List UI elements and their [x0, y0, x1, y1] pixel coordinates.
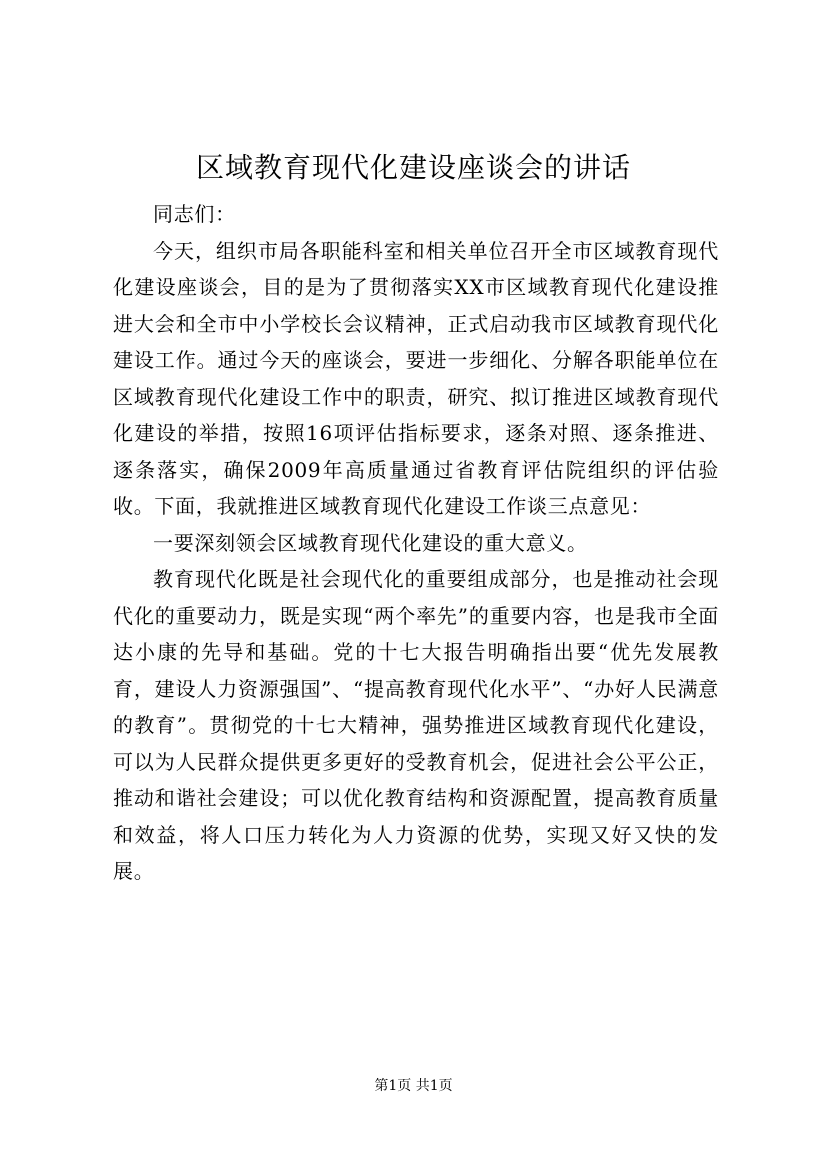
- paragraph-intro: 今天，组织市局各职能科室和相关单位召开全市区域教育现代化建设座谈会，目的是为了贯彻落实XX市区域教育现代化建设推进大会和全市中小学校长会议精神，正式启动我市区域教育现代化建设工作。通过今天的座谈会，要进一步细化、分解各职能单位在区域教育现代化建设工作中的职责，研究、拟订推进区域教育现代化建设的举措，按照16项评估指标要求，逐条对照、逐条推进、逐条落实，确保2009年高质量通过省教育评估院组织的评估验收。下面，我就推进区域教育现代化建设工作谈三点意见：: [113, 238, 719, 518]
- paragraph-significance: 教育现代化既是社会现代化的重要组成部分，也是推动社会现代化的重要动力，既是实现“两个率先”的重要内容，也是我市全面达小康的先导和基础。党的十七大报告明确指出要“优先发展教育，建设人力资源强国”、“提高教育现代化水平”、“办好人民满意的教育”。贯彻党的十七大精神，强势推进区域教育现代化建设，可以为人民群众提供更多更好的受教育机会，促进社会公平公正，推动和谐社会建设；可以优化教育结构和资源配置，提高教育质量和效益，将人口压力转化为人力资源的优势，实现又好又快的发展。: [113, 567, 719, 883]
- salutation: 同志们：: [153, 202, 236, 226]
- document-title: 区域教育现代化建设座谈会的讲话: [195, 151, 631, 184]
- page-footer: 第1页 共1页: [374, 1078, 453, 1094]
- document-body: [113, 196, 719, 890]
- paragraph-point-one: 一要深刻领会区域教育现代化建设的重大意义。: [153, 530, 588, 555]
